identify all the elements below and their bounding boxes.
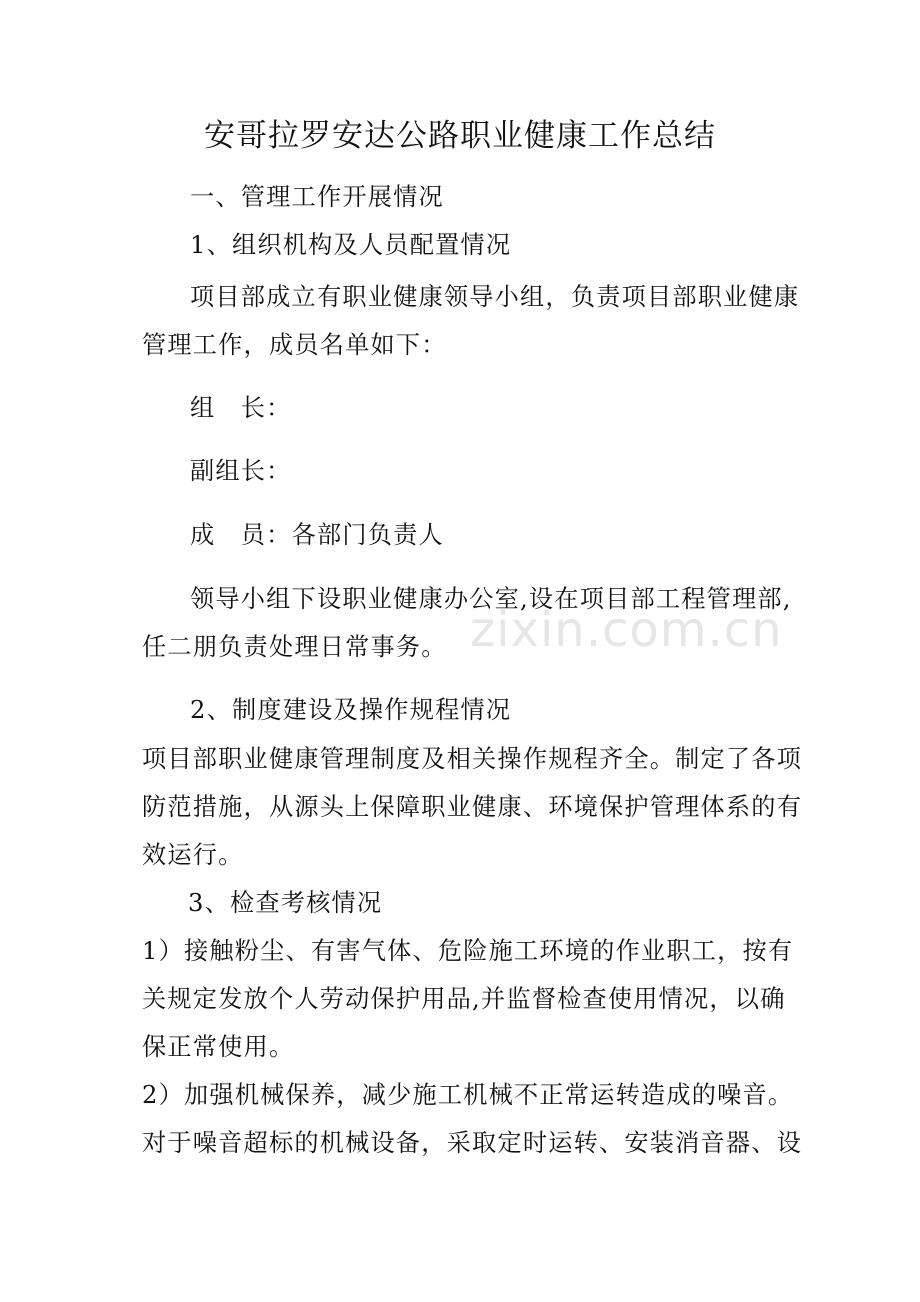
paragraph-line: 对于噪音超标的机械设备，采取定时运转、安装消音器、设 — [142, 1129, 803, 1157]
paragraph-line: 项目部成立有职业健康领导小组，负责项目部职业健康 — [190, 283, 800, 311]
paragraph-line: 效运行。 — [142, 841, 244, 869]
paragraph-line: 保正常使用。 — [142, 1033, 295, 1061]
document-title: 安哥拉罗安达公路职业健康工作总结 — [204, 118, 716, 154]
subsection-heading-2: 2、制度建设及操作规程情况 — [190, 696, 512, 724]
subsection-heading-1: 1、组织机构及人员配置情况 — [190, 231, 512, 259]
member-leader-line: 组 长： — [190, 394, 292, 422]
paragraph-line: 管理工作，成员名单如下： — [142, 331, 447, 359]
paragraph-line: 防范措施，从源头上保障职业健康、环境保护管理体系的有 — [142, 793, 803, 821]
paragraph-line: 领导小组下设职业健康办公室,设在项目部工程管理部, — [190, 585, 792, 613]
paragraph-line: 2）加强机械保养，减少施工机械不正常运转造成的噪音。 — [142, 1081, 794, 1109]
paragraph-line: 1）接触粉尘、有害气体、危险施工环境的作业职工，按有 — [142, 937, 794, 965]
member-deputy-line: 副组长： — [190, 457, 292, 485]
watermark: zixin.com.cn — [470, 602, 783, 658]
paragraph-line: 关规定发放个人劳动保护用品,并监督检查使用情况，以确 — [142, 985, 786, 1013]
member-list-line: 成 员：各部门负责人 — [190, 521, 444, 549]
paragraph-line: 任二朋负责处理日常事务。 — [142, 633, 447, 661]
paragraph-line: 项目部职业健康管理制度及相关操作规程齐全。制定了各项 — [142, 745, 803, 773]
section-heading-1: 一、管理工作开展情况 — [190, 183, 444, 211]
subsection-heading-3: 3、检查考核情况 — [188, 889, 383, 917]
